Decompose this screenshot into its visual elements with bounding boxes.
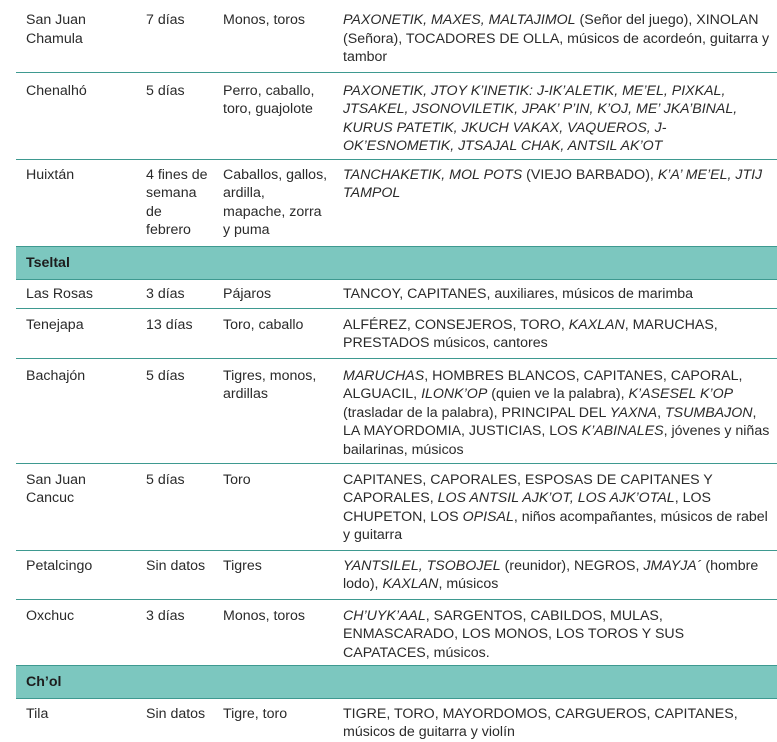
animals-cell: Monos, toros bbox=[213, 0, 333, 72]
duration-cell: Sin datos bbox=[146, 705, 206, 722]
municipality-cell: Tila bbox=[26, 705, 49, 722]
table-row bbox=[16, 599, 777, 665]
animals-cell: Caballos, gallos, ardilla, mapache, zorra y puma bbox=[213, 159, 333, 246]
table-row bbox=[16, 463, 777, 550]
table-row bbox=[16, 308, 777, 358]
table-row bbox=[16, 279, 777, 308]
animals-cell: Perro, caballo, toro, guajolote bbox=[213, 72, 333, 159]
duration-cell: 5 días bbox=[136, 463, 213, 550]
table-row bbox=[16, 358, 777, 463]
table-row bbox=[16, 550, 777, 599]
animals-cell: Tigre, toro bbox=[223, 705, 288, 722]
animals-cell: Pájaros bbox=[213, 279, 333, 308]
duration-cell: 4 fines de semana de febrero bbox=[136, 159, 213, 246]
municipality-cell: Petalcingo bbox=[16, 550, 136, 599]
municipality-cell: Chenalhó bbox=[16, 72, 136, 159]
participants-cell: PAXONETIK, MAXES, MALTAJIMOL (Señor del juego), XINOLAN (Señora), TOCADORES DE OLLA, músicos de acordeón, guitarra y tambor bbox=[333, 0, 777, 72]
duration-cell: 3 días bbox=[136, 279, 213, 308]
group-header-chol: Ch’ol bbox=[16, 665, 777, 698]
municipality-cell: Las Rosas bbox=[16, 279, 136, 308]
participants-cell: TIGRE, TORO, MAYORDOMOS, CARGUEROS, CAPITANES, músicos de guitarra y violín bbox=[343, 705, 738, 741]
group-header-row bbox=[16, 665, 777, 698]
participants-cell: CAPITANES, CAPORALES, ESPOSAS DE CAPITANES Y CAPORALES, LOS ANTSIL AJK’OT, LOS AJK’OTAL, LOS CHUPETON, LOS OPISAL, niños acompañantes, músicos de rabel y guitarra bbox=[333, 463, 777, 550]
duration-cell: 5 días bbox=[136, 358, 213, 463]
municipality-cell: San Juan Cancuc bbox=[16, 463, 136, 550]
animals-cell: Tigres bbox=[213, 550, 333, 599]
participants-cell: TANCHAKETIK, MOL POTS (VIEJO BARBADO), K’A’ ME’EL, JTIJ TAMPOL bbox=[333, 159, 777, 246]
duration-cell: 3 días bbox=[136, 599, 213, 665]
participants-cell: CH’UYK’AAL, SARGENTOS, CABILDOS, MULAS, ENMASCARADO, LOS MONOS, LOS TOROS Y SUS CAPATACES, músicos. bbox=[333, 599, 777, 665]
table-row bbox=[16, 159, 777, 246]
participants-cell: PAXONETIK, JTOY K’INETIK: J-IK’ALETIK, ME’EL, PIXKAL, JTSAKEL, JSONOVILETIK, JPAK’ P’IN, K’OJ, ME’ JKA’BINAL, KURUS PATETIK, JKUCH VAKAX, VAQUEROS, J-OK’ESNOMETIK, JTSAJAL CHAK, ANTSIL AK’OT bbox=[333, 72, 777, 159]
duration-cell: Sin datos bbox=[136, 550, 213, 599]
group-header-row bbox=[16, 246, 777, 279]
table-row bbox=[16, 72, 777, 159]
municipality-cell: Huixtán bbox=[16, 159, 136, 246]
duration-cell: 5 días bbox=[136, 72, 213, 159]
municipality-cell: Tenejapa bbox=[16, 308, 136, 358]
festivities-table bbox=[16, 0, 777, 742]
municipality-cell: Bachajón bbox=[16, 358, 136, 463]
participants-cell: MARUCHAS, HOMBRES BLANCOS, CAPITANES, CAPORAL, ALGUACIL, ILONK’OP (quien ve la palabra), K’ASESEL K’OP (trasladar de la palabra), PRINCIPAL DEL YAXNA, TSUMBAJON, LA MAYORDOMIA, JUSTICIAS, LOS K’ABINALES, jóvenes y niñas bailarinas, músicos bbox=[333, 358, 777, 463]
animals-cell: Toro, caballo bbox=[213, 308, 333, 358]
animals-cell: Monos, toros bbox=[213, 599, 333, 665]
duration-cell: 7 días bbox=[136, 0, 213, 72]
participants-cell: ALFÉREZ, CONSEJEROS, TORO, KAXLAN, MARUCHAS, PRESTADOS músicos, cantores bbox=[333, 308, 777, 358]
participants-cell: TANCOY, CAPITANES, auxiliares, músicos de marimba bbox=[333, 279, 777, 308]
municipality-cell: Oxchuc bbox=[16, 599, 136, 665]
animals-cell: Toro bbox=[213, 463, 333, 550]
animals-cell: Tigres, monos, ardillas bbox=[213, 358, 333, 463]
table-row bbox=[16, 698, 777, 742]
group-header-tseltal: Tseltal bbox=[16, 246, 777, 279]
participants-cell: YANTSILEL, TSOBOJEL (reunidor), NEGROS, JMAYJA´ (hombre lodo), KAXLAN, músicos bbox=[333, 550, 777, 599]
duration-cell: 13 días bbox=[136, 308, 213, 358]
table-row bbox=[16, 0, 777, 72]
municipality-cell: San Juan Chamula bbox=[16, 0, 136, 72]
